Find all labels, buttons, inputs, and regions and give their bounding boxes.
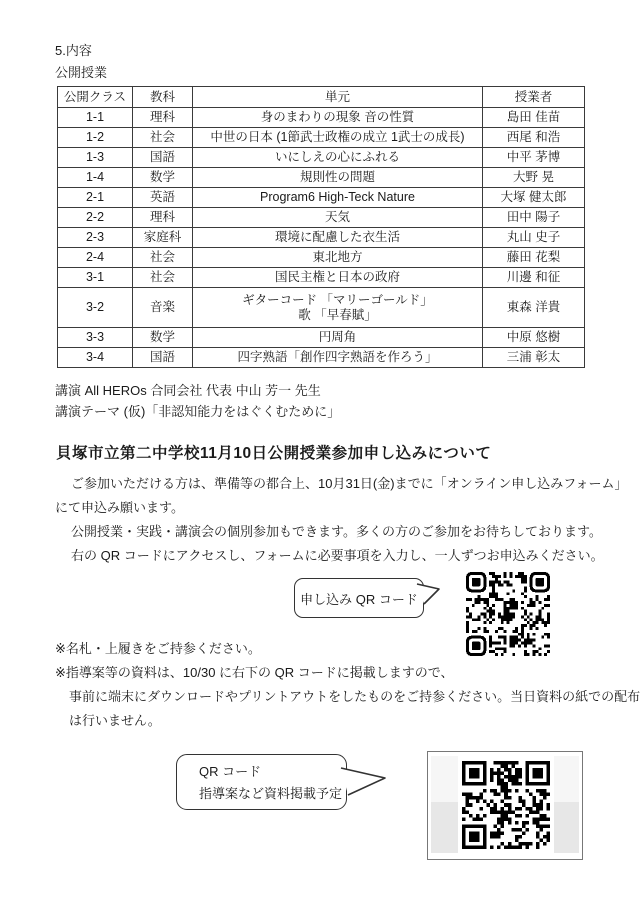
- cell-subject: 国語: [133, 348, 193, 368]
- table-row: [58, 148, 585, 168]
- cell-unit: 環境に配慮した衣生活: [193, 228, 483, 248]
- frame-side-bar: [554, 802, 579, 853]
- application-line-4: 右の QR コードにアクセスし、フォームに必要事項を入力し、一人ずつお申込みください。: [71, 548, 604, 563]
- cell-class: 2-3: [58, 228, 133, 248]
- table-row: [58, 328, 585, 348]
- cell-class: 2-1: [58, 188, 133, 208]
- materials-qr-frame: [427, 751, 583, 860]
- note-1: ※名札・上履きをご持参ください。: [55, 641, 261, 656]
- cell-class: 1-3: [58, 148, 133, 168]
- cell-teacher: 三浦 彰太: [483, 348, 585, 368]
- cell-class: 1-1: [58, 108, 133, 128]
- application-line-1: ご参加いただける方は、準備等の都合上、10月31日(金)までに「オンライン申し込みフォーム」: [71, 476, 628, 491]
- cell-teacher: 中原 悠樹: [483, 328, 585, 348]
- frame-side-bar: [431, 802, 458, 853]
- cell-subject: 家庭科: [133, 228, 193, 248]
- cell-teacher: 藤田 花梨: [483, 248, 585, 268]
- cell-unit: [193, 288, 483, 328]
- cell-subject: 理科: [133, 208, 193, 228]
- cell-teacher: 西尾 和浩: [483, 128, 585, 148]
- open-class-table: [57, 86, 585, 368]
- application-title: 貝塚市立第二中学校11月10日公開授業参加申し込みについて: [56, 445, 492, 462]
- apply-qr-speech-bubble: [294, 578, 424, 618]
- note-2-line-2: 事前に端末にダウンロードやプリントアウトをしたものをご持参ください。当日資料の紙での配布: [69, 689, 640, 704]
- cell-class: 2-2: [58, 208, 133, 228]
- cell-class: 3-4: [58, 348, 133, 368]
- unit-line-2: 歌 「早春賦」: [298, 307, 377, 322]
- cell-unit: 東北地方: [193, 248, 483, 268]
- cell-unit: いにしえの心にふれる: [193, 148, 483, 168]
- cell-teacher: 田中 陽子: [483, 208, 585, 228]
- table-row: [58, 288, 585, 328]
- cell-subject: 社会: [133, 268, 193, 288]
- cell-subject: 社会: [133, 248, 193, 268]
- cell-unit: 四字熟語「創作四字熟語を作ろう」: [193, 348, 483, 368]
- cell-teacher: 丸山 史子: [483, 228, 585, 248]
- materials-qr-bubble-line-1: QR コード: [199, 764, 262, 779]
- table-row: [58, 228, 585, 248]
- lecture-theme-line: 講演テーマ (仮)「非認知能力をはぐくむために」: [55, 404, 341, 419]
- materials-qr-code: [462, 761, 550, 849]
- cell-unit: Program6 High-Teck Nature: [193, 188, 483, 208]
- cell-subject: 理科: [133, 108, 193, 128]
- apply-qr-bubble-label: 申し込み QR コード: [300, 591, 418, 607]
- col-header-subject: 教科: [133, 87, 193, 108]
- table-row: [58, 248, 585, 268]
- frame-side-bar: [554, 756, 579, 802]
- cell-class: 3-3: [58, 328, 133, 348]
- cell-unit: 国民主権と日本の政府: [193, 268, 483, 288]
- cell-subject: 国語: [133, 148, 193, 168]
- cell-subject: 数学: [133, 328, 193, 348]
- table-row: [58, 208, 585, 228]
- cell-class: 1-2: [58, 128, 133, 148]
- cell-teacher: 島田 佳苗: [483, 108, 585, 128]
- speech-bubble-tail: [339, 762, 387, 798]
- table-row: [58, 108, 585, 128]
- table-header-row: [58, 87, 585, 108]
- cell-teacher: 川邊 和征: [483, 268, 585, 288]
- cell-teacher: 大塚 健太郎: [483, 188, 585, 208]
- table-row: [58, 268, 585, 288]
- cell-teacher: 中平 茅博: [483, 148, 585, 168]
- table-row: [58, 348, 585, 368]
- cell-teacher: 東森 洋貴: [483, 288, 585, 328]
- cell-subject: 音楽: [133, 288, 193, 328]
- cell-unit: 円周角: [193, 328, 483, 348]
- table-row: [58, 128, 585, 148]
- note-2-line-1: ※指導案等の資料は、10/30 に右下の QR コードに掲載しますので、: [55, 665, 454, 680]
- col-header-class: 公開クラス: [58, 87, 133, 108]
- materials-qr-speech-bubble: [176, 754, 347, 810]
- col-header-teacher: 授業者: [483, 87, 585, 108]
- frame-side-bar: [431, 756, 458, 802]
- col-header-unit: 単元: [193, 87, 483, 108]
- application-line-2: にて申込み願います。: [55, 500, 184, 515]
- cell-teacher: 大野 晃: [483, 168, 585, 188]
- cell-subject: 数学: [133, 168, 193, 188]
- cell-unit: 中世の日本 (1節武士政権の成立 1武士の成長): [193, 128, 483, 148]
- materials-qr-bubble-line-2: 指導案など資料掲載予定: [199, 786, 343, 801]
- cell-subject: 社会: [133, 128, 193, 148]
- cell-subject: 英語: [133, 188, 193, 208]
- cell-class: 2-4: [58, 248, 133, 268]
- cell-class: 3-1: [58, 268, 133, 288]
- cell-unit: 身のまわりの現象 音の性質: [193, 108, 483, 128]
- cell-class: 3-2: [58, 288, 133, 328]
- note-2-line-3: は行いません。: [69, 713, 161, 728]
- table-row: [58, 188, 585, 208]
- section-label: 5.内容: [55, 43, 92, 58]
- unit-line-1: ギターコード 「マリーゴールド」: [242, 292, 433, 307]
- cell-unit: 規則性の問題: [193, 168, 483, 188]
- subsection-label: 公開授業: [55, 65, 108, 80]
- speech-bubble-tail: [415, 580, 441, 606]
- apply-qr-code: [466, 572, 550, 656]
- lecture-speaker-line: 講演 All HEROs 合同会社 代表 中山 芳一 先生: [55, 383, 321, 398]
- table-row: [58, 168, 585, 188]
- cell-unit: 天気: [193, 208, 483, 228]
- cell-class: 1-4: [58, 168, 133, 188]
- application-line-3: 公開授業・実践・講演会の個別参加もできます。多くの方のご参加をお待ちしております。: [71, 524, 602, 539]
